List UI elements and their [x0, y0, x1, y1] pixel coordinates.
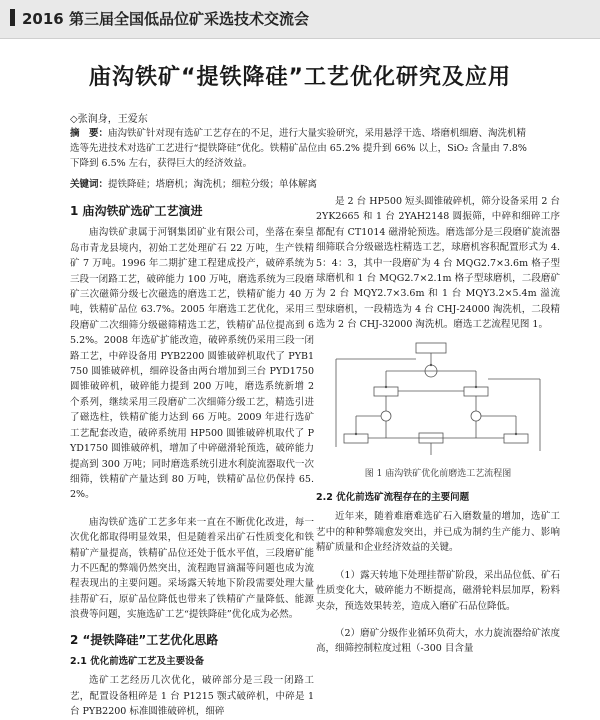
problem-item-2: （2）磨矿分级作业循环负荷大，水力旋流器给矿浓度高，细筛控制粒度过粗（-300 目含量 [316, 627, 560, 655]
section-2-heading: 2 “提铁降硅”工艺优化思路 [70, 632, 219, 647]
abstract [70, 126, 535, 171]
article-title: 庙沟铁矿“提铁降硅”工艺优化研究及应用 [89, 65, 511, 90]
keywords-text: 提铁降硅；塔磨机；淘洗机；细粒分级；单体解离 [108, 179, 318, 190]
header-bar [0, 0, 600, 39]
section-1-heading: 1 庙沟铁矿选矿工艺演进 [70, 204, 203, 218]
flowchart-figure [316, 339, 560, 459]
section-2-1-heading: 2.1 优化前选矿工艺及主要设备 [70, 655, 205, 667]
header-accent [10, 9, 15, 26]
left-column [70, 194, 314, 720]
problem-item-1: （1）露天转地下处理挂帮矿阶段，采出品位低、矿石性质变化大，破碎能力不断提高，磁滑轮料层加厚，粉料夹杂，预选效果转差，造成入磨矿石品位降低。 [316, 569, 560, 612]
section-2-2-paragraph: 近年来，随着难磨难选矿石入磨数量的增加，选矿工艺中的种种弊端愈发突出，并已成为制约生产能力、影响精矿质量和企业经济效益的关键。 [316, 511, 560, 554]
abstract-label: 摘 要： [70, 128, 109, 139]
abstract-text: 庙沟铁矿针对现有选矿工艺存在的不足，进行大量实验研究，采用悬浮干选、塔磨机细磨、淘洗机精选等先进技术对选矿工艺进行“提铁降硅”优化。铁精矿品位由 65.2% 提升到 66% 以上，SiO₂ 含量由 7.8% 下降到 6.5% 左右，获得巨大的经济效益。 [70, 128, 527, 169]
section-2-2-heading: 2.2 优化前选矿流程存在的主要问题 [316, 492, 470, 504]
conference-title: 2016 第三届全国低品位矿采选技术交流会 [22, 10, 309, 28]
section-2-1-paragraph: 选矿工艺经历几次优化，破碎部分是三段一闭路工艺，配置设备粗碎是 1 台 P1215 颚式破碎机，中碎是 1 台 PYB2200 标准圆锥破碎机，细碎 [70, 675, 314, 718]
continued-paragraph: 是 2 台 HP500 短头圆锥破碎机，筛分设备采用 2 台 2YK2665 和 1 台 2YAH2148 圆振筛，中碎和细碎工序都配有 CT1014 磁滑轮预选。磨选部分是三段磨矿旋流器细筛联合分级磁选柱精选工艺，球磨机容积配置形式为 4.5：4：3，其中一段磨矿为 4 台 MQG2.7×3.6m 格子型球磨机和 1 台 MQG2.7×2.1m 格子型球磨机，二段磨矿为 2 台 MQY2.7×3.6m 和 1 台 MQY3.2×5.4m 溢流型球磨机，一段精选为 4 台 CHJ-24000 淘洗机，二段精选为 2 台 CHJ-32000 淘洗机。磨选工艺流程见图 1。 [316, 196, 560, 331]
flowchart-drawing [316, 339, 560, 459]
section-1-paragraph-2: 庙沟铁矿选矿工艺多年来一直在不断优化改进，每一次优化都取得明显效果，但是随着采出矿石性质变化和铁精矿产量提高，铁精矿品位还处于低水平值，三段磨矿能力不匹配的弊端仍然突出，流程跑冒滴漏等问题也成为流程表现出的主要问题。采场露天转地下阶段需要处理大量挂帮矿石，原矿品位降低也带来了铁精矿产量降低、能源浪费等问题，实施选矿工艺“提铁降硅”优化成为必然。 [70, 516, 314, 621]
article-authors: ◇张润身，王爱东 [70, 114, 148, 125]
figure-caption: 图 1 庙沟铁矿优化前磨选工艺流程图 [364, 468, 512, 479]
section-1-paragraph-1: 庙沟铁矿隶属于河钢集团矿业有限公司，坐落在秦皇岛市青龙县境内，初始工艺处理矿石 22 万吨，生产铁精矿 7 万吨。1996 年二期扩建工程建成投产，破碎系统为三段一闭路工艺，破碎能力 100 万吨，磨选系统为三段磨矿三次磁筛分级七次磁选的磨选工艺，铁精矿能力 40 万吨，铁精矿品位 63.7%。2005 年磨选工艺优化，采用三段磨矿二次细筛分级磁筛精选工艺，铁精矿品位提高到 65.2%。2008 年选矿扩能改造，破碎系统仍采用三段一闭路工艺，中碎设备用 PYB2200 圆锥破碎机取代了 PYB1750 圆锥破碎机，细碎设备由两台增加到三台 PYD1750 圆锥破碎机，破碎能力提到 200 万吨，磨选系统新增 2 个系列，继续采用三段磨矿二次细筛分级工艺，精选引进了磁选柱，铁精矿能力达到 66 万吨。2009 年进行选矿工艺配套改造，破碎系统用 HP500 圆锥破碎机取代了 PYD1750 圆锥破碎机，增加了中碎磁滑轮预选，破碎能力提高到 300 万吨；同时磨选系统引进水利旋流器取代一次细筛，铁精矿产量达到 80 万吨，铁精矿品位仍保持 65.2%。 [70, 227, 314, 501]
keywords-label: 关键词： [70, 179, 109, 190]
right-column [316, 194, 560, 657]
keywords [70, 176, 535, 190]
